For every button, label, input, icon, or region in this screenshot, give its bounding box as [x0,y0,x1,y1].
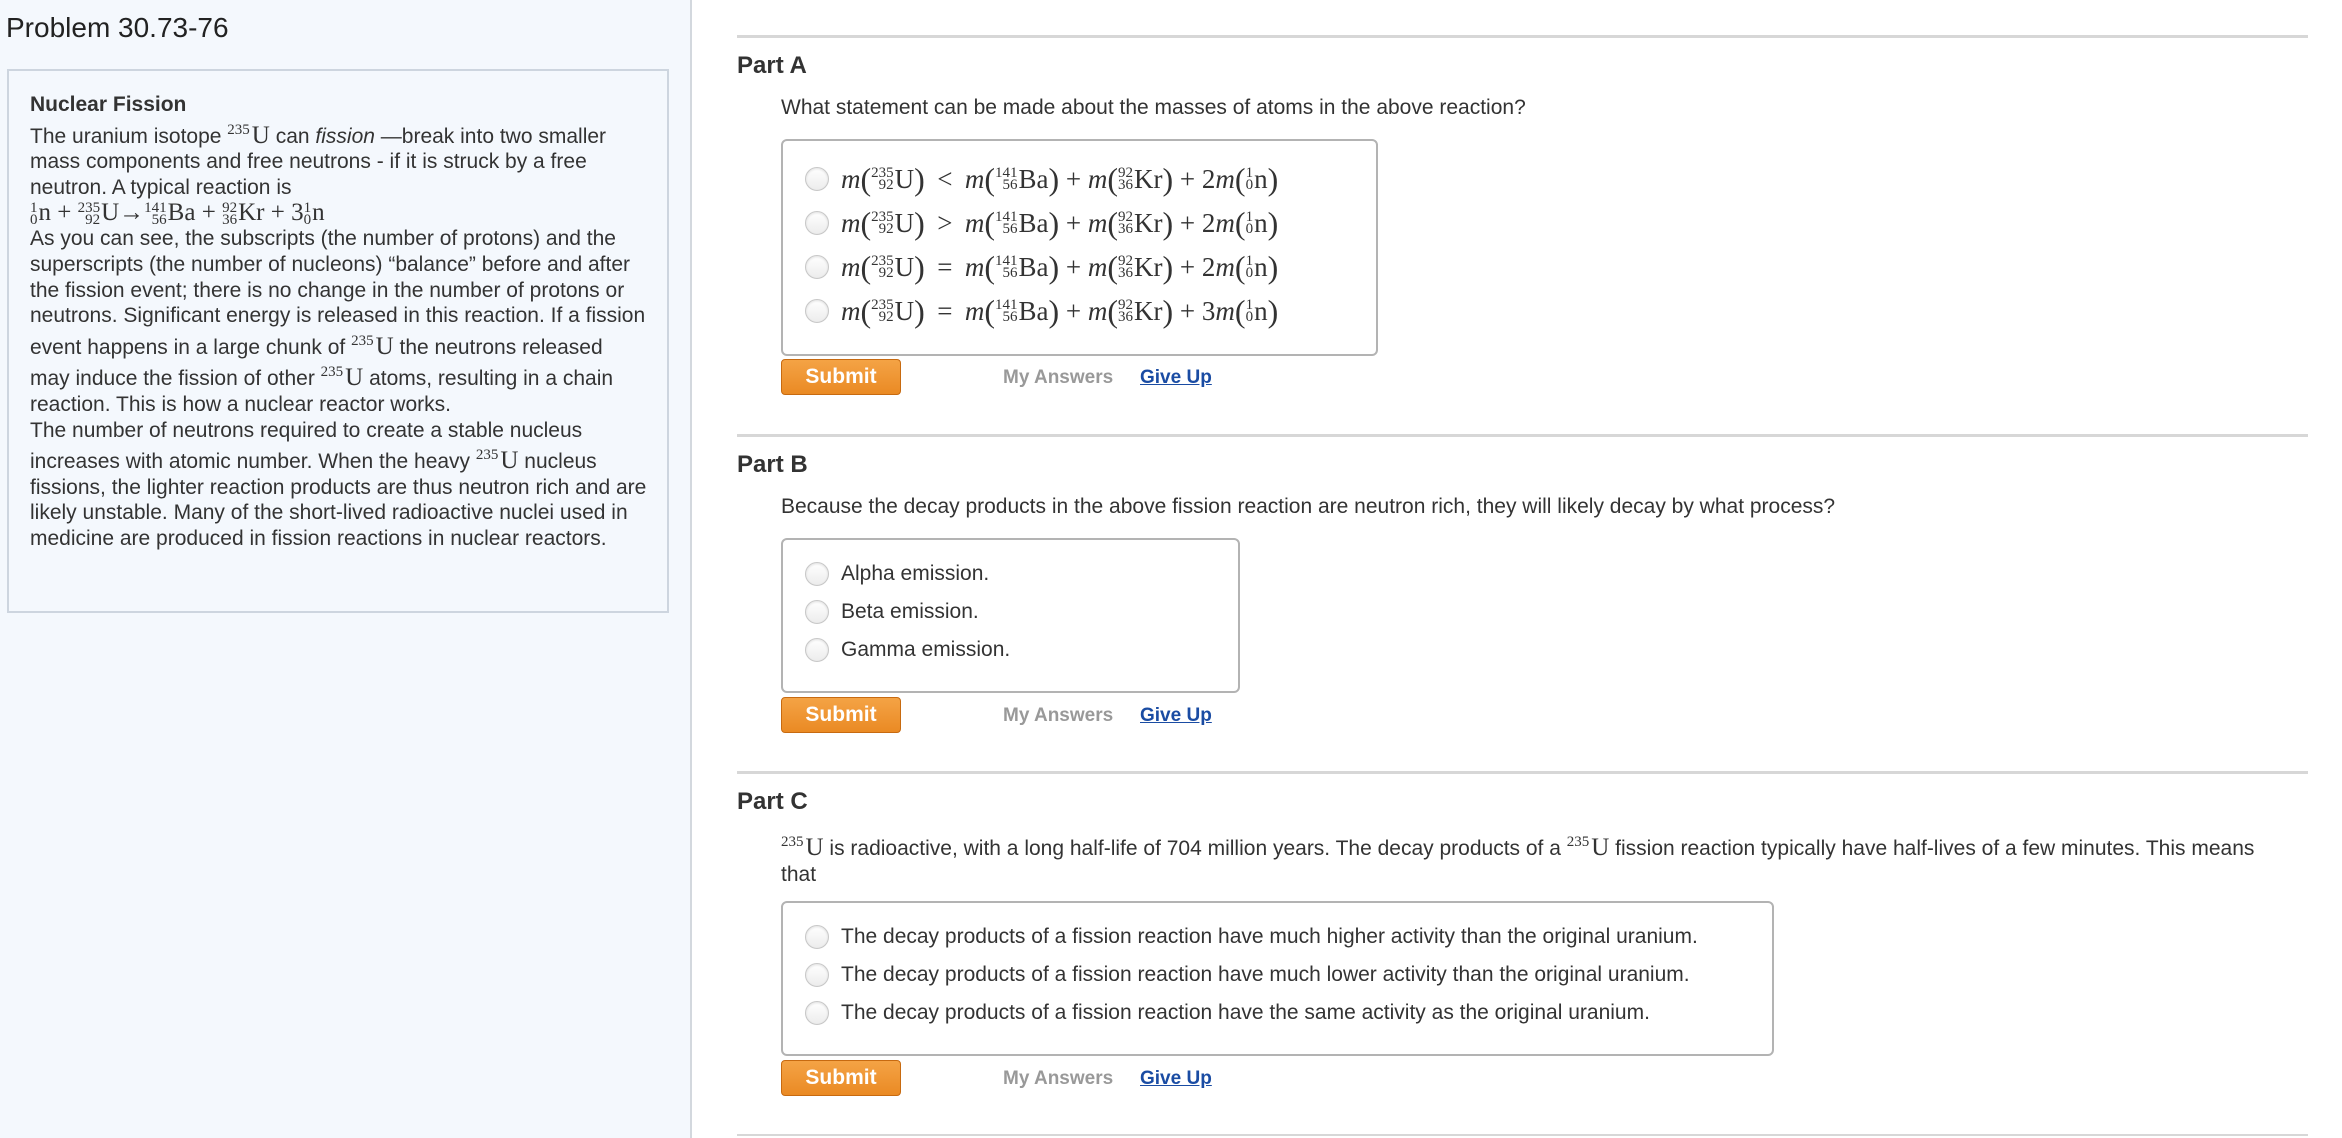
radio-button[interactable] [805,255,829,279]
relation-symbol: = [937,295,953,326]
radio-button[interactable] [805,562,829,586]
radio-button[interactable] [805,211,829,235]
part-a-title: Part A [737,52,807,79]
my-answers-link[interactable]: My Answers [1003,1068,1114,1089]
divider [737,35,2308,38]
part-a-option[interactable] [805,294,1278,328]
submit-button[interactable]: Submit [781,359,901,395]
radio-button[interactable] [805,299,829,323]
part-c-options [781,901,1774,1056]
divider [737,1134,2308,1136]
part-c-question: $^{235}$U is radioactive, with a long half-life of 704 million years. The decay products of a $^{235}$U fission reaction typically have half-lives of a few minutes. This means that [781,834,2255,886]
give-up-link[interactable]: Give Up [1140,705,1212,726]
radio-button[interactable] [805,925,829,949]
part-c-option[interactable]: The decay products of a fission reaction have the same activity as the original uranium. [805,996,1650,1030]
fission-equation: 1 0 n + 235 92 U→ 141 56 Ba + 92 36 Kr + 3 1 0 n [30,199,325,229]
intro-paragraph-2: As you can see, the subscripts (the number of protons) and the superscripts (the number of nucleons) “balance” before and after the fission event; there is no change in the number of protons or neutrons. Significant energy is released in this reaction. If a fission event happens in a large chunk of $^{235}$U the neutrons released may induce the fission of other $^{235}$U atoms, resulting in a chain reaction. This is how a nuclear reactor works. [30,227,646,416]
relation-symbol: = [937,251,953,282]
radio-button[interactable] [805,638,829,662]
mass-expression: m ( 235 92 U ) < m ( 141 56 Ba ) + m ( 92 36 Kr ) + 2 m ( 1 0 n ) [841,160,1279,197]
intro-heading: Nuclear Fission [30,93,187,116]
part-b-option[interactable]: Beta emission. [805,595,979,629]
part-c-option[interactable]: The decay products of a fission reaction have much higher activity than the original uranium. [805,920,1698,954]
problem-title: Problem 30.73-76 [6,12,229,43]
intro-paragraph-3: The number of neutrons required to create a stable nucleus increases with atomic number. When the heavy $^{235}$U nucleus fissions, the lighter reaction products are thus neutron rich and are likely unstable. Many of the short-lived radioactive nuclei used in medicine are produced in fission reactions in nuclear reactors. [30,418,647,550]
my-answers-link[interactable]: My Answers [1003,705,1114,726]
part-b-question: Because the decay products in the above fission reaction are neutron rich, they will likely decay by what process? [781,495,1836,518]
relation-symbol: < [937,163,953,194]
relation-symbol: > [937,207,953,238]
radio-button[interactable] [805,167,829,191]
part-b-title: Part B [737,451,808,478]
part-c-title: Part C [737,788,808,815]
radio-button[interactable] [805,1001,829,1025]
mass-expression: m ( 235 92 U ) > m ( 141 56 Ba ) + m ( 92 36 Kr ) + 2 m ( 1 0 n ) [841,204,1279,241]
give-up-link[interactable]: Give Up [1140,1068,1212,1089]
submit-button[interactable]: Submit [781,1060,901,1096]
my-answers-link[interactable]: My Answers [1003,367,1114,388]
give-up-link[interactable]: Give Up [1140,367,1212,388]
part-c-option[interactable]: The decay products of a fission reaction have much lower activity than the original uranium. [805,958,1690,992]
part-b-option[interactable]: Gamma emission. [805,633,1010,667]
part-b-options [781,538,1240,693]
intro-paragraph-1: The uranium isotope $^{235}$U can fission —break into two smaller mass components and free neutrons - if it is struck by a free neutron. A typical reaction is [30,121,607,199]
problem-panel [0,0,692,1138]
mass-expression: m ( 235 92 U ) = m ( 141 56 Ba ) + m ( 92 36 Kr ) + 2 m ( 1 0 n ) [841,248,1279,285]
submit-button[interactable]: Submit [781,697,901,733]
part-a-question: What statement can be made about the masses of atoms in the above reaction? [781,96,1526,119]
part-a-option[interactable] [805,206,1278,240]
intro-box [7,69,669,613]
divider [737,771,2308,774]
part-a-options [781,139,1378,356]
mass-expression: m ( 235 92 U ) = m ( 141 56 Ba ) + m ( 92 36 Kr ) + 3 m ( 1 0 n ) [841,292,1279,329]
radio-button[interactable] [805,600,829,624]
part-a-option[interactable] [805,250,1278,284]
radio-button[interactable] [805,963,829,987]
part-a-option[interactable] [805,162,1278,196]
part-b-option[interactable]: Alpha emission. [805,557,989,591]
divider [737,434,2308,437]
